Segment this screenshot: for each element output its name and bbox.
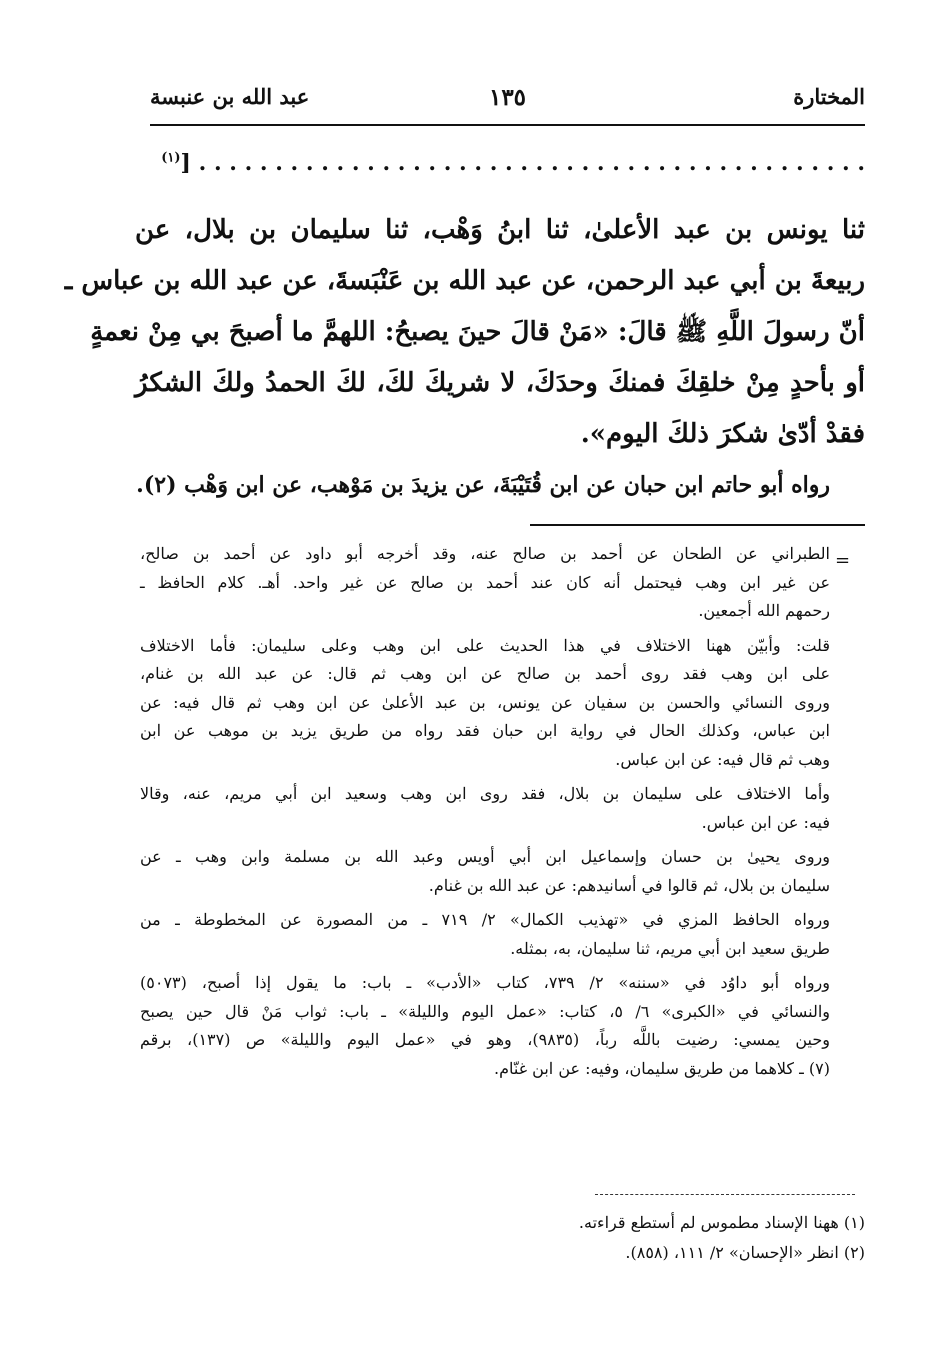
running-header [150,84,865,124]
continuation-mark: = [835,550,851,571]
note-line: وروى يحيىٰ بن حسان وإسماعيل ابن أبي أويس وعبد الله بن مسلمة وابن وهب ـ عن [140,847,831,866]
hadith-line: ثنا يونس بن عبد الأعلىٰ، ثنا ابنُ وَهْب، ثنا سليمان بن بلال، عن [135,215,865,245]
note-line: فيه: عن ابن عباس. [701,812,830,832]
hadith-line: أنّ رسولَ اللَّهِ ﷺ قالَ: «مَنْ قالَ حينَ يصبحُ: اللهمَّ ما أصبحَ بي مِنْ نعمةٍ [90,317,865,347]
commentary-notes [140,540,830,1089]
hadith-line: أو بأحدٍ مِنْ خلقِكَ فمنكَ وحدَكَ، لا شريكَ لكَ، لكَ الحمدُ ولكَ الشكرُ [135,368,865,398]
lacuna-line [150,150,865,190]
header-rule [150,124,865,126]
note-line: عن غير ابن وهب فيحتمل أنه كان عند أحمد بن صالح عن غير واحد. أهـ. كلام الحافظ ـ [140,572,830,592]
notes-rule [530,524,865,526]
note-line: الطبراني عن الطحان عن أحمد بن صالح عنه، وقد أخرجه أبو داود عن أحمد بن صالح، [140,544,830,563]
footnote-ref-1: (١) [161,150,181,166]
hadith-line: ربيعةَ بن أبي عبد الرحمن، عن عبد الله بن عَنْبَسةَ، عن عبد الله بن عباس ـ [64,266,865,296]
note-line: ورواه أبو داوُد في «سننه» ٢/ ٧٣٩، كتاب «الأدب» ـ باب: ما يقول إذا أصبح، (٥٠٧٣) [140,973,830,992]
note-line: وحين يمسي: رضيت باللَّه رباً، (٩٨٣٥)، وهو في «عمل اليوم والليلة» ص (١٣٧)، برقم [140,1030,830,1049]
note-line: والنسائي في «الكبرى» ٦/ ٥، كتاب: «عمل اليوم والليلة» ـ باب: ثواب مَنْ قال حين يصبح [140,1001,831,1021]
note-line: على ابن وهب فقد روى أحمد بن صالح عن ابن وهب ثم قال: عن عبد الله بن غنام، [140,664,830,683]
note-line: رحمهم الله أجمعين. [698,601,830,620]
page-number: ١٣٥ [488,84,527,111]
footnote-2: (٢) انظر «الإحسان» ٢/ ١١١، (٨٥٨). [625,1243,865,1262]
footnote-1: (١) ههنا الإسناد مطموس لم أستطع قراءته. [578,1213,865,1232]
lacuna-dots: . . . . . . . . . . . . . . . . . . . . . . . . . . . . . . . . . . . . . . . . . . . . [198,150,865,176]
section-title: عبد الله بن عنبسة [150,84,310,109]
note-line: (٧) ـ كلاهما من طريق سليمان، وفيه: عن ابن غنّام. [494,1058,830,1078]
hadith-line: فقدْ أدّىٰ شكرَ ذلكَ اليوم». [580,419,865,449]
note-line: وهب ثم قال فيه: عن ابن عباس. [615,749,830,769]
narration-line: رواه أبو حاتم ابن حبان عن ابن قُتَيْبَةَ، عن يزيدَ بن مَوْهب، عن ابن وَهْب (٢). [136,472,830,498]
note-line: قلت: وأبيّن ههنا الاختلاف في هذا الحديث على ابن وهب وعلى سليمان: فأما الاختلاف [140,635,831,655]
note-line: ابن عباس، وكذلك الحال في رواية ابن حبان فقد رواه من طريق يزيد بن موهب عن ابن [140,721,830,740]
note-line: وروى النسائي والحسن بن سفيان عن يونس، بن عبد الأعلىٰ عن ابن وهب ثم قال فيه: عن [140,692,830,712]
footnote-rule [595,1194,855,1195]
hadith-text [64,205,865,460]
note-line: وأما الاختلاف على سليمان بن بلال، فقد روى ابن وهب وسعيد ابن أبي مريم، عنه، وقالا [140,784,830,803]
lacuna-bracket: [ [180,150,191,176]
book-title: المختارة [793,84,865,109]
note-line: سليمان بن بلال، ثم قالوا في أسانيدهم: عن عبد الله بن غنام. [428,875,830,895]
note-line: ورواه الحافظ المزي في «تهذيب الكمال» ٢/ ٧١٩ ـ من المصورة عن المخطوطة ـ من [140,910,830,929]
note-line: طريق سعيد ابن أبي مريم، ثنا سليمان، به، بمثله. [510,938,830,958]
footnotes [300,1208,865,1268]
